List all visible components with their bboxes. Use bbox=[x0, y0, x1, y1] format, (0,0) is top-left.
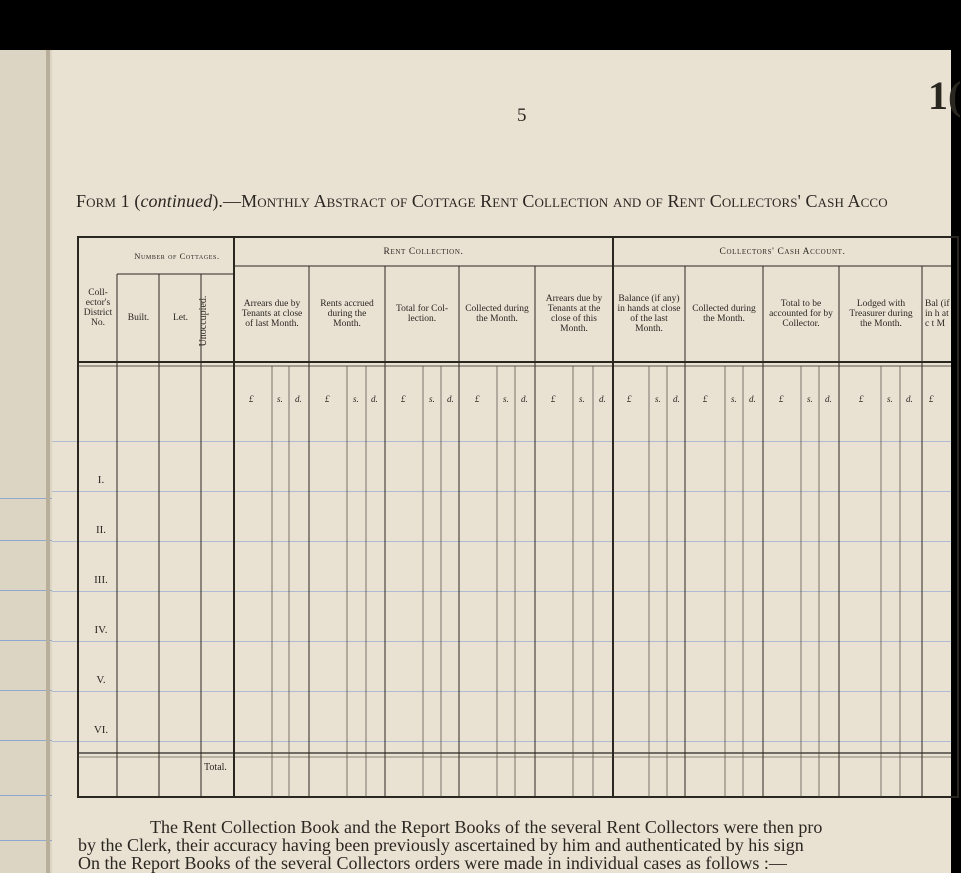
page-number: 5 bbox=[517, 105, 527, 126]
title-rest: ).—Monthly Abstract of Cottage Rent Collection and of Rent Collectors' Cash Acco bbox=[212, 191, 888, 211]
binding-spine bbox=[46, 50, 50, 873]
body-line-3: On the Report Books of the several Collectors orders were made in individual cases as follows :— bbox=[78, 853, 787, 873]
unit-label: s. bbox=[503, 394, 509, 404]
col-district: Coll-ector's District No. bbox=[83, 288, 113, 328]
body-text bbox=[78, 818, 958, 872]
unit-label: s. bbox=[429, 394, 435, 404]
unit-label: s. bbox=[353, 394, 359, 404]
total-label: Total. bbox=[204, 762, 227, 773]
title-form: Form 1 ( bbox=[76, 191, 141, 211]
unit-label: £ bbox=[627, 394, 632, 404]
col-balance-partial: Bal (if in h at c t M bbox=[925, 299, 950, 329]
unit-label: d. bbox=[673, 394, 680, 404]
unit-label: d. bbox=[599, 394, 606, 404]
unit-label: s. bbox=[887, 394, 893, 404]
unit-label: £ bbox=[551, 394, 556, 404]
body-line-1: The Rent Collection Book and the Report Books of the several Rent Collectors were then pro bbox=[150, 817, 823, 837]
col-let: Let. bbox=[172, 313, 189, 323]
col-cash-collected: Collected during the Month. bbox=[692, 304, 756, 324]
col-arrears-this-month: Arrears due by Tenants at the close of this Month. bbox=[545, 294, 603, 334]
row-label-3: III. bbox=[94, 574, 108, 586]
unit-label: £ bbox=[249, 394, 254, 404]
row-label-2: II. bbox=[95, 524, 107, 536]
unit-label: d. bbox=[521, 394, 528, 404]
header-rent-collection: Rent Collection. bbox=[383, 247, 464, 257]
col-balance-in-hands: Balance (if any) in hands at close of the last Month. bbox=[617, 294, 681, 334]
unit-label: d. bbox=[825, 394, 832, 404]
unit-label: d. bbox=[749, 394, 756, 404]
col-total-collection: Total for Col-lection. bbox=[395, 304, 449, 324]
unit-label: s. bbox=[579, 394, 585, 404]
abstract-table bbox=[77, 236, 951, 799]
row-label-5: V. bbox=[96, 674, 106, 686]
unit-label: d. bbox=[447, 394, 454, 404]
next-page-number-fragment: 1( bbox=[928, 73, 961, 118]
ledger-page bbox=[0, 50, 961, 873]
col-rents-accrued: Rents accrued during the Month. bbox=[320, 299, 374, 329]
unit-label: £ bbox=[475, 394, 480, 404]
row-label-6: VI. bbox=[93, 724, 109, 736]
unit-label: £ bbox=[325, 394, 330, 404]
col-built: Built. bbox=[127, 313, 150, 323]
unit-label: £ bbox=[859, 394, 864, 404]
unit-label: s. bbox=[731, 394, 737, 404]
title-continued: continued bbox=[140, 191, 213, 211]
header-number-of-cottages: Number of Cottages. bbox=[134, 251, 220, 261]
header-collectors-cash-account: Collectors' Cash Account. bbox=[719, 247, 846, 257]
col-lodged-treasurer: Lodged with Treasurer during the Month. bbox=[849, 299, 913, 329]
col-total-accounted: Total to be accounted for by Collector. bbox=[769, 299, 833, 329]
unit-label: d. bbox=[371, 394, 378, 404]
row-label-1: I. bbox=[97, 474, 105, 486]
unit-label: d. bbox=[906, 394, 913, 404]
unit-label: £ bbox=[401, 394, 406, 404]
unit-label: s. bbox=[807, 394, 813, 404]
adjacent-page-edge bbox=[0, 50, 52, 873]
unit-label: £ bbox=[929, 394, 934, 404]
unit-label: £ bbox=[703, 394, 708, 404]
col-arrears-last-month: Arrears due by Tenants at close of last Month. bbox=[241, 299, 303, 329]
unit-label: s. bbox=[277, 394, 283, 404]
unit-label: s. bbox=[655, 394, 661, 404]
col-collected-month: Collected during the Month. bbox=[465, 304, 529, 324]
col-unoccupied: Unoccupied. bbox=[198, 295, 209, 347]
unit-label: d. bbox=[295, 394, 302, 404]
unit-label: £ bbox=[779, 394, 784, 404]
form-title bbox=[76, 191, 888, 212]
body-line-2: by the Clerk, their accuracy having been previously ascertained by him and authenticated by his sign bbox=[78, 835, 804, 855]
row-label-4: IV. bbox=[94, 624, 108, 636]
